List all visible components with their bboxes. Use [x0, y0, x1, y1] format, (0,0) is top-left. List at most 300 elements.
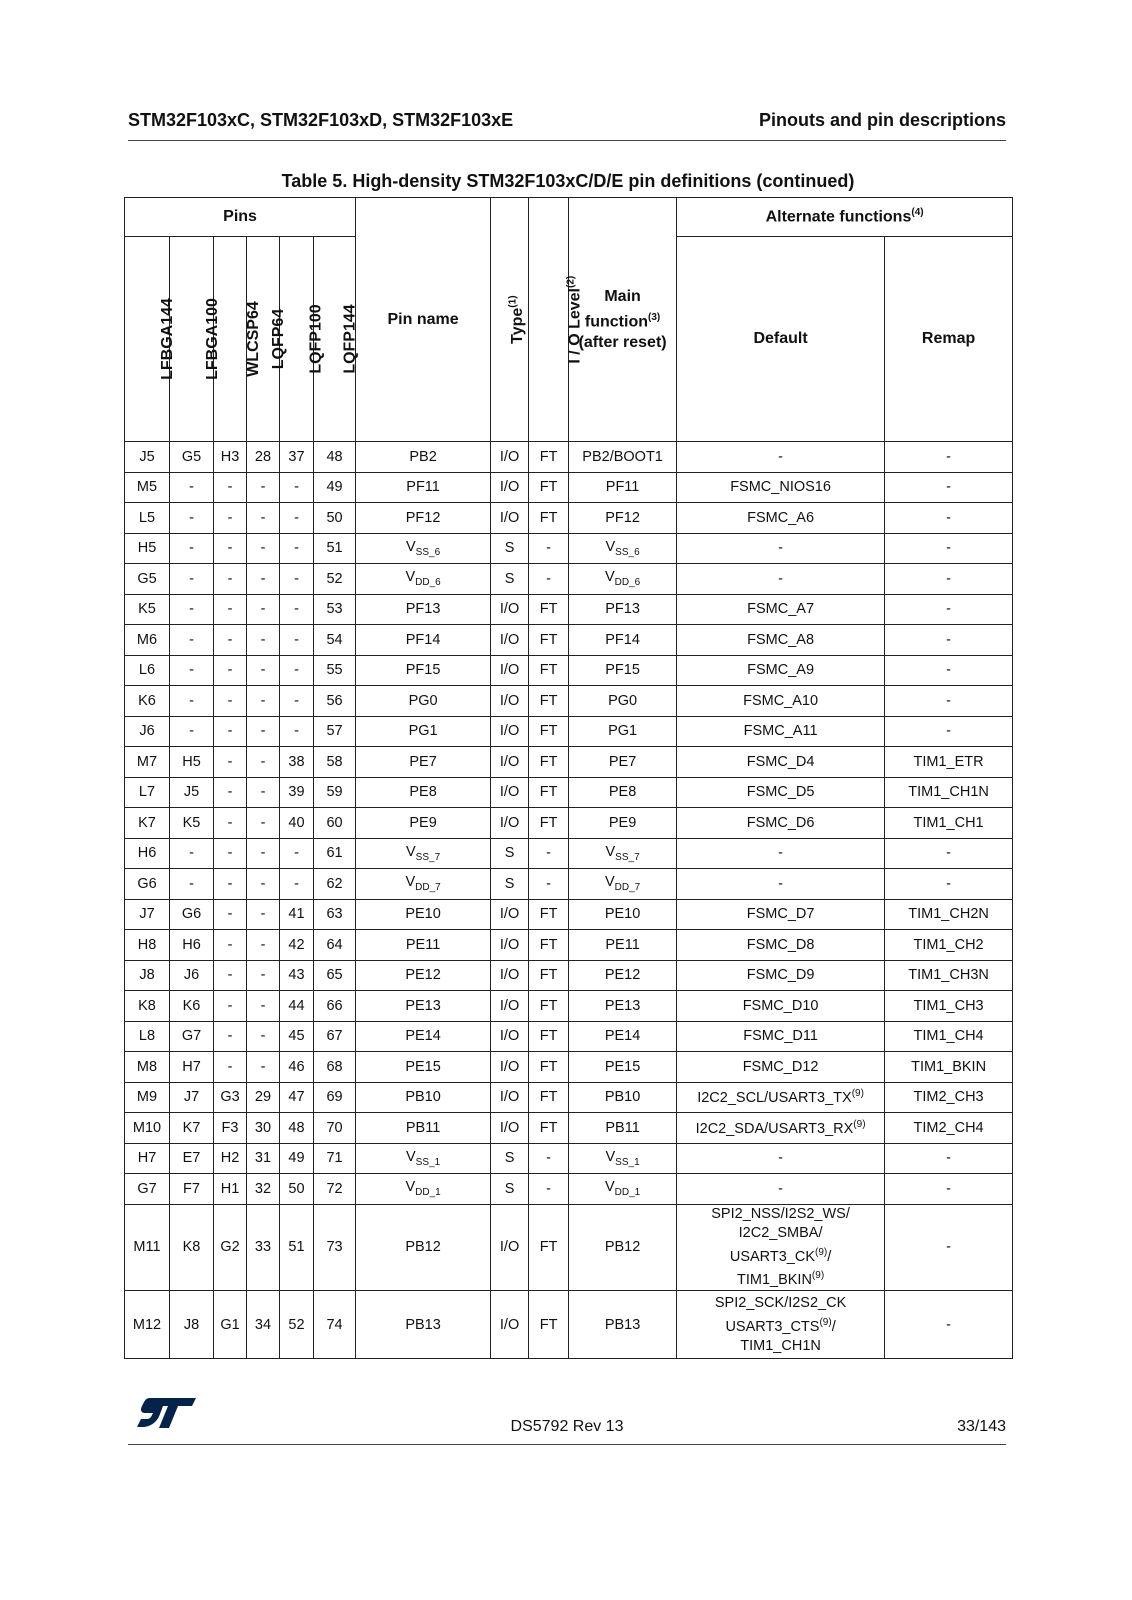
cell-remap: -: [885, 1291, 1013, 1359]
header-section-title: Pinouts and pin descriptions: [758, 110, 1006, 130]
cell-remap: TIM1_CH3N: [885, 960, 1013, 991]
cell-lqfp64: -: [247, 747, 280, 778]
cell-lfbga144: L5: [125, 503, 170, 534]
cell-default: FSMC_D4: [677, 747, 885, 778]
cell-io-level: FT: [529, 960, 569, 991]
cell-wlcsp64: -: [214, 686, 247, 717]
cell-main-function: PF12: [569, 503, 677, 534]
cell-pin-name: PF11: [356, 472, 491, 503]
cell-main-function: PE9: [569, 808, 677, 839]
cell-lqfp64: -: [247, 899, 280, 930]
cell-lfbga100: H6: [170, 930, 214, 961]
cell-type: I/O: [491, 930, 529, 961]
cell-lfbga100: J7: [170, 1082, 214, 1113]
cell-lfbga100: -: [170, 686, 214, 717]
cell-type: I/O: [491, 747, 529, 778]
pin-rows: [125, 442, 1013, 1359]
cell-type: I/O: [491, 472, 529, 503]
cell-remap: TIM1_CH4: [885, 1021, 1013, 1052]
cell-type: I/O: [491, 655, 529, 686]
cell-lqfp100: -: [280, 838, 314, 869]
cell-io-level: FT: [529, 1204, 569, 1291]
cell-lfbga144: M7: [125, 747, 170, 778]
cell-default: FSMC_D6: [677, 808, 885, 839]
cell-lqfp100: 50: [280, 1174, 314, 1205]
cell-lqfp100: -: [280, 503, 314, 534]
cell-remap: -: [885, 472, 1013, 503]
cell-wlcsp64: -: [214, 960, 247, 991]
cell-lqfp100: 40: [280, 808, 314, 839]
cell-io-level: FT: [529, 991, 569, 1022]
cell-lqfp144: 49: [314, 472, 356, 503]
cell-default: -: [677, 533, 885, 564]
cell-lfbga100: -: [170, 838, 214, 869]
cell-main-function: $V_{DD\_6}$: [569, 564, 677, 595]
cell-lqfp64: 28: [247, 442, 280, 473]
alternate-functions-header: Alternate functions$^{(4)}$: [677, 198, 1013, 237]
cell-lfbga144: H7: [125, 1143, 170, 1174]
cell-wlcsp64: -: [214, 625, 247, 656]
cell-main-function: PE15: [569, 1052, 677, 1083]
cell-remap: -: [885, 533, 1013, 564]
cell-main-function: PE10: [569, 899, 677, 930]
cell-remap: -: [885, 564, 1013, 595]
col-lqfp64: LQFP64: [247, 237, 280, 442]
cell-lqfp64: -: [247, 991, 280, 1022]
cell-io-level: FT: [529, 747, 569, 778]
cell-remap: TIM1_CH1N: [885, 777, 1013, 808]
table-row: [125, 1174, 1013, 1205]
table-row: [125, 777, 1013, 808]
cell-lqfp144: 53: [314, 594, 356, 625]
cell-pin-name: $V_{SS\_7}$: [356, 838, 491, 869]
cell-wlcsp64: H2: [214, 1143, 247, 1174]
cell-pin-name: PE11: [356, 930, 491, 961]
cell-wlcsp64: -: [214, 808, 247, 839]
table-row: [125, 503, 1013, 534]
cell-lqfp100: 46: [280, 1052, 314, 1083]
cell-wlcsp64: -: [214, 503, 247, 534]
cell-main-function: PB10: [569, 1082, 677, 1113]
cell-lqfp144: 62: [314, 869, 356, 900]
cell-main-function: PE14: [569, 1021, 677, 1052]
cell-lfbga144: J5: [125, 442, 170, 473]
cell-type: I/O: [491, 777, 529, 808]
cell-main-function: $V_{SS\_1}$: [569, 1143, 677, 1174]
cell-lqfp144: 55: [314, 655, 356, 686]
table-row: [125, 1143, 1013, 1174]
cell-lfbga144: L6: [125, 655, 170, 686]
cell-lqfp64: -: [247, 716, 280, 747]
table-row: [125, 594, 1013, 625]
cell-wlcsp64: -: [214, 594, 247, 625]
cell-pin-name: PF12: [356, 503, 491, 534]
cell-lfbga144: J8: [125, 960, 170, 991]
cell-lqfp144: 54: [314, 625, 356, 656]
cell-lqfp144: 65: [314, 960, 356, 991]
table-row: [125, 991, 1013, 1022]
cell-lfbga144: J7: [125, 899, 170, 930]
cell-pin-name: PE13: [356, 991, 491, 1022]
cell-lfbga144: G5: [125, 564, 170, 595]
cell-lqfp64: 34: [247, 1291, 280, 1359]
cell-wlcsp64: -: [214, 1052, 247, 1083]
cell-lfbga100: -: [170, 564, 214, 595]
cell-lqfp144: 67: [314, 1021, 356, 1052]
cell-remap: -: [885, 869, 1013, 900]
cell-lfbga144: J6: [125, 716, 170, 747]
cell-type: I/O: [491, 1082, 529, 1113]
cell-wlcsp64: -: [214, 930, 247, 961]
cell-lqfp144: 69: [314, 1082, 356, 1113]
cell-lqfp64: -: [247, 564, 280, 595]
cell-wlcsp64: -: [214, 838, 247, 869]
cell-lfbga144: M11: [125, 1204, 170, 1291]
cell-lqfp64: -: [247, 838, 280, 869]
cell-type: I/O: [491, 1052, 529, 1083]
col-wlcsp64: WLCSP64: [214, 237, 247, 442]
cell-remap: -: [885, 655, 1013, 686]
cell-type: S: [491, 838, 529, 869]
cell-lfbga100: -: [170, 503, 214, 534]
cell-default: FSMC_A10: [677, 686, 885, 717]
cell-lqfp144: 58: [314, 747, 356, 778]
cell-lfbga144: M8: [125, 1052, 170, 1083]
cell-remap: -: [885, 1143, 1013, 1174]
cell-remap: -: [885, 503, 1013, 534]
cell-default: FSMC_D8: [677, 930, 885, 961]
cell-lfbga144: K5: [125, 594, 170, 625]
cell-io-level: FT: [529, 442, 569, 473]
cell-lqfp64: -: [247, 686, 280, 717]
cell-io-level: FT: [529, 899, 569, 930]
table-row: [125, 1291, 1013, 1359]
table-row: [125, 1113, 1013, 1144]
cell-wlcsp64: -: [214, 777, 247, 808]
cell-main-function: PB2/BOOT1: [569, 442, 677, 473]
cell-main-function: PG0: [569, 686, 677, 717]
cell-lqfp100: 52: [280, 1291, 314, 1359]
cell-lqfp144: 63: [314, 899, 356, 930]
cell-lfbga144: K6: [125, 686, 170, 717]
cell-lfbga100: -: [170, 625, 214, 656]
cell-default: FSMC_D9: [677, 960, 885, 991]
cell-io-level: -: [529, 564, 569, 595]
cell-io-level: -: [529, 869, 569, 900]
cell-lqfp64: -: [247, 960, 280, 991]
cell-lfbga144: H5: [125, 533, 170, 564]
table-row: [125, 442, 1013, 473]
table-row: [125, 686, 1013, 717]
cell-lfbga100: K8: [170, 1204, 214, 1291]
cell-wlcsp64: F3: [214, 1113, 247, 1144]
cell-wlcsp64: -: [214, 564, 247, 595]
cell-default: FSMC_D5: [677, 777, 885, 808]
table-row: [125, 747, 1013, 778]
cell-default: -: [677, 838, 885, 869]
cell-main-function: PF14: [569, 625, 677, 656]
col-io-level: I / O Level$^{(2)}$: [529, 198, 569, 442]
cell-remap: TIM1_BKIN: [885, 1052, 1013, 1083]
cell-remap: -: [885, 594, 1013, 625]
cell-default: FSMC_D10: [677, 991, 885, 1022]
footer-doc-id: DS5792 Rev 13: [510, 1418, 624, 1435]
cell-lqfp100: -: [280, 625, 314, 656]
pin-definitions-table: [124, 197, 1013, 1359]
cell-pin-name: $V_{DD\_6}$: [356, 564, 491, 595]
cell-main-function: $V_{DD\_7}$: [569, 869, 677, 900]
cell-wlcsp64: -: [214, 655, 247, 686]
cell-pin-name: PE12: [356, 960, 491, 991]
cell-lfbga144: H6: [125, 838, 170, 869]
table-row: [125, 1052, 1013, 1083]
cell-remap: TIM1_CH3: [885, 991, 1013, 1022]
cell-default: -: [677, 1174, 885, 1205]
cell-remap: -: [885, 625, 1013, 656]
col-lfbga100: LFBGA100: [170, 237, 214, 442]
cell-lqfp64: -: [247, 1052, 280, 1083]
cell-lqfp64: -: [247, 533, 280, 564]
cell-type: I/O: [491, 442, 529, 473]
table-row: [125, 1021, 1013, 1052]
cell-lqfp64: -: [247, 808, 280, 839]
cell-type: I/O: [491, 716, 529, 747]
cell-lqfp64: -: [247, 869, 280, 900]
cell-lfbga100: K6: [170, 991, 214, 1022]
table-row: [125, 1204, 1013, 1291]
cell-lqfp100: 51: [280, 1204, 314, 1291]
cell-remap: -: [885, 1204, 1013, 1291]
cell-lfbga144: L8: [125, 1021, 170, 1052]
cell-main-function: PE11: [569, 930, 677, 961]
cell-lfbga100: J8: [170, 1291, 214, 1359]
cell-wlcsp64: H1: [214, 1174, 247, 1205]
cell-lqfp144: 52: [314, 564, 356, 595]
cell-lqfp64: -: [247, 655, 280, 686]
cell-lfbga100: -: [170, 472, 214, 503]
cell-remap: TIM1_ETR: [885, 747, 1013, 778]
cell-default: FSMC_A9: [677, 655, 885, 686]
cell-lqfp64: -: [247, 472, 280, 503]
cell-default: FSMC_A6: [677, 503, 885, 534]
cell-remap: -: [885, 838, 1013, 869]
cell-lqfp100: -: [280, 686, 314, 717]
cell-remap: TIM2_CH3: [885, 1082, 1013, 1113]
cell-io-level: FT: [529, 625, 569, 656]
cell-wlcsp64: G3: [214, 1082, 247, 1113]
table-row: [125, 1082, 1013, 1113]
cell-default: FSMC_D12: [677, 1052, 885, 1083]
cell-main-function: PB12: [569, 1204, 677, 1291]
cell-main-function: PF15: [569, 655, 677, 686]
cell-main-function: PF11: [569, 472, 677, 503]
cell-lqfp144: 48: [314, 442, 356, 473]
cell-type: I/O: [491, 899, 529, 930]
cell-io-level: FT: [529, 655, 569, 686]
cell-lqfp64: -: [247, 777, 280, 808]
cell-lqfp100: 47: [280, 1082, 314, 1113]
cell-wlcsp64: -: [214, 533, 247, 564]
cell-io-level: FT: [529, 1113, 569, 1144]
cell-pin-name: PB10: [356, 1082, 491, 1113]
cell-main-function: PE12: [569, 960, 677, 991]
cell-lfbga100: -: [170, 533, 214, 564]
cell-lqfp100: -: [280, 533, 314, 564]
page-header: [128, 110, 1006, 141]
table-row: [125, 625, 1013, 656]
cell-wlcsp64: -: [214, 472, 247, 503]
cell-pin-name: PG0: [356, 686, 491, 717]
cell-wlcsp64: -: [214, 899, 247, 930]
cell-lfbga144: L7: [125, 777, 170, 808]
cell-wlcsp64: G2: [214, 1204, 247, 1291]
cell-main-function: PE7: [569, 747, 677, 778]
cell-lfbga144: M12: [125, 1291, 170, 1359]
cell-type: I/O: [491, 1113, 529, 1144]
cell-lqfp100: 42: [280, 930, 314, 961]
cell-io-level: FT: [529, 503, 569, 534]
cell-pin-name: PB13: [356, 1291, 491, 1359]
col-remap: Remap: [885, 237, 1013, 442]
cell-pin-name: PE9: [356, 808, 491, 839]
cell-io-level: FT: [529, 930, 569, 961]
header-doc-title: STM32F103xC, STM32F103xD, STM32F103xE: [128, 110, 514, 130]
cell-lfbga100: G6: [170, 899, 214, 930]
cell-lfbga144: M9: [125, 1082, 170, 1113]
cell-lfbga144: M6: [125, 625, 170, 656]
cell-lqfp144: 68: [314, 1052, 356, 1083]
cell-default: I2C2_SCL/USART3_TX$^{(9)}$: [677, 1082, 885, 1113]
cell-type: S: [491, 533, 529, 564]
cell-main-function: $V_{SS\_6}$: [569, 533, 677, 564]
table-row: [125, 899, 1013, 930]
cell-pin-name: PE15: [356, 1052, 491, 1083]
cell-lfbga100: H7: [170, 1052, 214, 1083]
col-lfbga144: LFBGA144: [125, 237, 170, 442]
cell-type: I/O: [491, 686, 529, 717]
cell-wlcsp64: H3: [214, 442, 247, 473]
cell-lfbga100: G5: [170, 442, 214, 473]
cell-pin-name: PF13: [356, 594, 491, 625]
page-footer: [128, 1400, 1006, 1445]
cell-lqfp64: -: [247, 594, 280, 625]
cell-type: I/O: [491, 625, 529, 656]
cell-io-level: FT: [529, 1052, 569, 1083]
cell-lfbga144: G7: [125, 1174, 170, 1205]
cell-lfbga100: K7: [170, 1113, 214, 1144]
cell-wlcsp64: -: [214, 747, 247, 778]
cell-lfbga100: F7: [170, 1174, 214, 1205]
cell-pin-name: PB11: [356, 1113, 491, 1144]
cell-remap: -: [885, 442, 1013, 473]
cell-main-function: PB13: [569, 1291, 677, 1359]
cell-lqfp100: -: [280, 594, 314, 625]
table-caption: Table 5. High-density STM32F103xC/D/E pin definitions (continued): [281, 171, 855, 191]
cell-default: FSMC_A11: [677, 716, 885, 747]
cell-lqfp64: 29: [247, 1082, 280, 1113]
table-row: [125, 655, 1013, 686]
cell-io-level: FT: [529, 472, 569, 503]
cell-default: -: [677, 869, 885, 900]
col-lqfp100: LQFP100: [280, 237, 314, 442]
col-main-function: Main function$^{(3)}$ (after reset): [569, 198, 677, 442]
cell-lfbga144: G6: [125, 869, 170, 900]
cell-lqfp100: 41: [280, 899, 314, 930]
cell-pin-name: PF14: [356, 625, 491, 656]
cell-pin-name: PE14: [356, 1021, 491, 1052]
cell-lqfp64: 31: [247, 1143, 280, 1174]
cell-pin-name: PE8: [356, 777, 491, 808]
cell-io-level: -: [529, 838, 569, 869]
cell-pin-name: PE10: [356, 899, 491, 930]
cell-type: S: [491, 1143, 529, 1174]
cell-lqfp144: 73: [314, 1204, 356, 1291]
cell-lqfp100: -: [280, 716, 314, 747]
cell-lfbga144: K7: [125, 808, 170, 839]
cell-lqfp100: -: [280, 472, 314, 503]
cell-lqfp64: -: [247, 930, 280, 961]
cell-type: I/O: [491, 808, 529, 839]
cell-lfbga100: E7: [170, 1143, 214, 1174]
cell-pin-name: PB2: [356, 442, 491, 473]
cell-default: SPI2_SCK/I2S2_CK USART3_CTS$^{(9)}$/ TIM1_CH1N: [677, 1291, 885, 1359]
cell-remap: TIM1_CH2N: [885, 899, 1013, 930]
cell-main-function: $V_{DD\_1}$: [569, 1174, 677, 1205]
cell-io-level: FT: [529, 1021, 569, 1052]
cell-default: SPI2_NSS/I2S2_WS/ I2C2_SMBA/ USART3_CK$^{(9)}$/ TIM1_BKIN$^{(9)}$: [677, 1204, 885, 1291]
cell-io-level: FT: [529, 1082, 569, 1113]
cell-lqfp144: 74: [314, 1291, 356, 1359]
cell-pin-name: $V_{SS\_6}$: [356, 533, 491, 564]
cell-lfbga144: H8: [125, 930, 170, 961]
cell-lqfp144: 59: [314, 777, 356, 808]
cell-main-function: PE13: [569, 991, 677, 1022]
cell-main-function: PG1: [569, 716, 677, 747]
cell-lqfp144: 51: [314, 533, 356, 564]
cell-main-function: $V_{SS\_7}$: [569, 838, 677, 869]
cell-type: I/O: [491, 594, 529, 625]
cell-default: -: [677, 1143, 885, 1174]
cell-lfbga100: -: [170, 716, 214, 747]
cell-wlcsp64: -: [214, 991, 247, 1022]
cell-lqfp64: -: [247, 1021, 280, 1052]
cell-lqfp100: 39: [280, 777, 314, 808]
col-lqfp144: LQFP144: [314, 237, 356, 442]
cell-lqfp100: 43: [280, 960, 314, 991]
cell-default: FSMC_D7: [677, 899, 885, 930]
cell-type: S: [491, 564, 529, 595]
cell-type: I/O: [491, 1291, 529, 1359]
cell-lqfp100: 45: [280, 1021, 314, 1052]
cell-type: S: [491, 1174, 529, 1205]
cell-lfbga100: H5: [170, 747, 214, 778]
cell-lqfp144: 61: [314, 838, 356, 869]
table-row: [125, 808, 1013, 839]
cell-pin-name: $V_{DD\_1}$: [356, 1174, 491, 1205]
cell-lqfp64: 32: [247, 1174, 280, 1205]
cell-lqfp100: 38: [280, 747, 314, 778]
cell-lfbga144: M5: [125, 472, 170, 503]
cell-lqfp144: 64: [314, 930, 356, 961]
cell-lqfp100: 49: [280, 1143, 314, 1174]
cell-lfbga100: -: [170, 594, 214, 625]
footer-page-number: 33/143: [957, 1418, 1006, 1435]
cell-lqfp100: 48: [280, 1113, 314, 1144]
cell-io-level: FT: [529, 777, 569, 808]
cell-wlcsp64: -: [214, 1021, 247, 1052]
cell-remap: TIM2_CH4: [885, 1113, 1013, 1144]
cell-io-level: FT: [529, 686, 569, 717]
